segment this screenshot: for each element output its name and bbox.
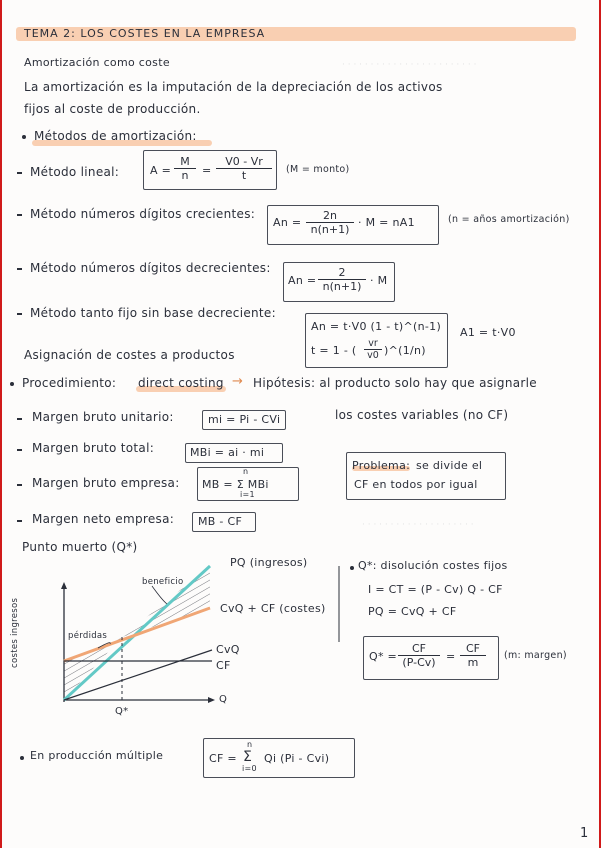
arrow-icon: → [232, 374, 244, 389]
x-axis-label: Q [219, 694, 228, 705]
lineal-frac1-num: M [174, 155, 196, 169]
qstar-explain-1: Q*: disolución costes fijos [358, 559, 508, 572]
costes-label: CvQ + CF (costes) [220, 602, 326, 615]
qstar-num-1: CF [398, 642, 440, 656]
page-title: TEMA 2: LOS COSTES EN LA EMPRESA [24, 27, 266, 40]
produccion-multiple-label: En producción múltiple [30, 749, 164, 762]
lineal-frac2-num: V0 - Vr [216, 155, 272, 169]
mbe-sum-bottom: i=1 [240, 490, 255, 499]
crecientes-rhs: · M = nA1 [358, 216, 415, 229]
lineal-frac1-den: n [181, 169, 189, 182]
procedimiento-label: Procedimiento: [22, 376, 117, 390]
mbu-formula: mi = Pi - CVi [208, 413, 281, 426]
bleed-through-text: · · · · · · · · · · · · · · · · · · · · · · · · [342, 60, 477, 70]
metodo-lineal-label: Método lineal: [30, 165, 120, 179]
q-star-label: Q* [115, 706, 129, 717]
mbu-label: Margen bruto unitario: [32, 410, 174, 424]
problema-text-2: CF en todos por igual [354, 478, 478, 491]
tanto-fijo-side: A1 = t·V0 [460, 326, 516, 339]
qstar-den-2: m [467, 656, 479, 669]
asignacion-title: Asignación de costes a productos [24, 348, 235, 362]
qstar-frac-2 [460, 642, 486, 669]
tanto-fijo-eq1: An = t·V0 (1 - t)^(n-1) [311, 320, 442, 333]
mbt-formula: MBi = ai · mi [190, 446, 265, 459]
qstar-eq: = [446, 650, 456, 663]
mne-formula: MB - CF [198, 515, 243, 528]
x-axis-arrow-icon [208, 697, 215, 703]
lineal-frac2-den: t [241, 169, 247, 182]
decrecientes-rhs: · M [370, 274, 388, 287]
intro-line-1: Amortización como coste [24, 56, 170, 69]
qstar-explain-3: PQ = CvQ + CF [368, 605, 457, 618]
mbe-formula: MB = Σ MBi [202, 478, 269, 491]
beneficio-label: beneficio [142, 577, 184, 587]
intro-line-3: fijos al coste de producción. [24, 102, 201, 116]
hipotesis-line-2: los costes variables (no CF) [335, 408, 509, 422]
qstar-den-1: (P-Cv) [402, 656, 436, 669]
lineal-lhs: A = [150, 164, 172, 177]
decrecientes-den: n(n+1) [322, 280, 362, 293]
tanto-fijo-frac-den: v0 [367, 350, 379, 361]
perdidas-label: pérdidas [68, 631, 108, 641]
mbt-label: Margen bruto total: [32, 441, 155, 455]
qstar-lhs: Q* = [369, 650, 398, 663]
pq-label: PQ (ingresos) [230, 556, 308, 569]
sigma-icon: Σ [243, 749, 253, 765]
crecientes-lhs: An = [273, 216, 302, 229]
crecientes-den: n(n+1) [310, 223, 350, 236]
pm-rhs: Qi (Pi - Cvi) [264, 752, 330, 765]
decrecientes-label: Método números dígitos decrecientes: [30, 261, 271, 275]
page-number: 1 [580, 826, 589, 841]
mbe-label: Margen bruto empresa: [32, 476, 180, 490]
y-axis-label: costes ingresos [10, 597, 20, 668]
y-axis-arrow-icon [61, 582, 67, 589]
pm-sum-bottom: i=0 [242, 764, 257, 773]
metodos-heading: Métodos de amortización: [34, 129, 197, 143]
problema-text-1: se divide el [416, 459, 483, 472]
breakeven-graph [2, 0, 601, 848]
intro-line-2: La amortización es la imputación de la depreciación de los activos [24, 80, 443, 94]
crecientes-num: 2n [306, 209, 354, 223]
crecientes-label: Método números dígitos crecientes: [30, 207, 256, 221]
hipotesis-line-1: Hipótesis: al producto solo hay que asignarle [253, 376, 537, 390]
tanto-fijo-label: Método tanto fijo sin base decreciente: [30, 306, 276, 320]
qstar-num-2: CF [460, 642, 486, 656]
mne-label: Margen neto empresa: [32, 512, 175, 526]
lineal-eq: = [202, 164, 212, 177]
qstar-explain-2: I = CT = (P - Cv) Q - CF [368, 583, 503, 596]
crecientes-note: (n = años amortización) [448, 214, 570, 225]
bullet [20, 756, 24, 760]
direct-costing-text: direct costing [138, 376, 224, 390]
problema-label: Problema: [352, 459, 411, 472]
mbe-sum-top: n [243, 467, 249, 476]
qstar-frac-1 [398, 642, 440, 669]
tanto-fijo-frac-num: vr [364, 338, 382, 350]
decrecientes-lhs: An = [288, 274, 317, 287]
pm-lhs: CF = [209, 752, 237, 765]
tanto-fijo-eq2-rhs: )^(1/n) [384, 344, 426, 357]
decrecientes-num: 2 [318, 266, 366, 280]
bleed-through-text: · · · · · · · · · · · · · · · · · · · · [362, 520, 474, 530]
tanto-fijo-eq2-lhs: t = 1 - ( [311, 344, 357, 357]
cvq-label: CvQ [216, 643, 240, 656]
pm-sum-top: n [247, 740, 253, 749]
qstar-note: (m: margen) [504, 650, 567, 661]
cf-label: CF [216, 659, 231, 672]
bullet [350, 566, 354, 570]
punto-muerto-title: Punto muerto (Q*) [22, 540, 138, 554]
lineal-note: (M = monto) [286, 164, 350, 175]
